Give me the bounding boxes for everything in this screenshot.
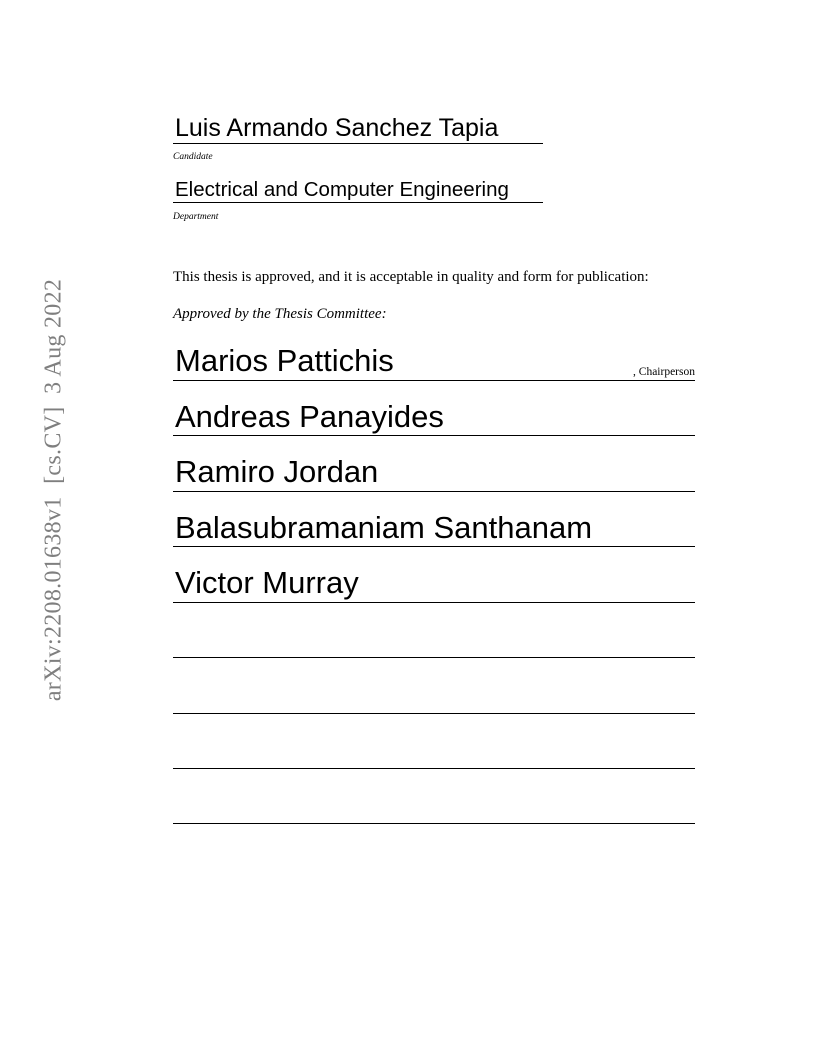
blank-signature-line — [173, 698, 695, 714]
candidate-field — [173, 114, 543, 144]
committee-member-name: Andreas Panayides — [175, 399, 444, 434]
arxiv-identifier: arXiv:2208.01638v1 [cs.CV] 3 Aug 2022 — [40, 278, 67, 702]
signature-line — [173, 587, 695, 603]
blank-signature-line — [173, 808, 695, 824]
department-caption: Department — [173, 212, 219, 222]
committee-member-name: Balasubramaniam Santhanam — [175, 510, 593, 545]
signature-line — [173, 420, 695, 436]
chairperson-label: , Chairperson — [633, 366, 695, 378]
blank-signature-line — [173, 753, 695, 769]
committee-heading: Approved by the Thesis Committee: — [173, 306, 387, 322]
signature-line — [173, 476, 695, 492]
department-name: Electrical and Computer Engineering — [175, 178, 509, 201]
blank-signature-line — [173, 642, 695, 658]
committee-member-name: Victor Murray — [175, 565, 359, 600]
candidate-name: Luis Armando Sanchez Tapia — [175, 114, 499, 142]
department-field — [173, 178, 543, 203]
approval-statement: This thesis is approved, and it is acceptable in quality and form for publication: — [173, 269, 649, 285]
committee-member-name: Ramiro Jordan — [175, 454, 379, 489]
signature-line — [173, 365, 695, 381]
candidate-caption: Candidate — [173, 152, 213, 162]
signature-line — [173, 531, 695, 547]
committee-member-name: Marios Pattichis — [175, 343, 394, 378]
